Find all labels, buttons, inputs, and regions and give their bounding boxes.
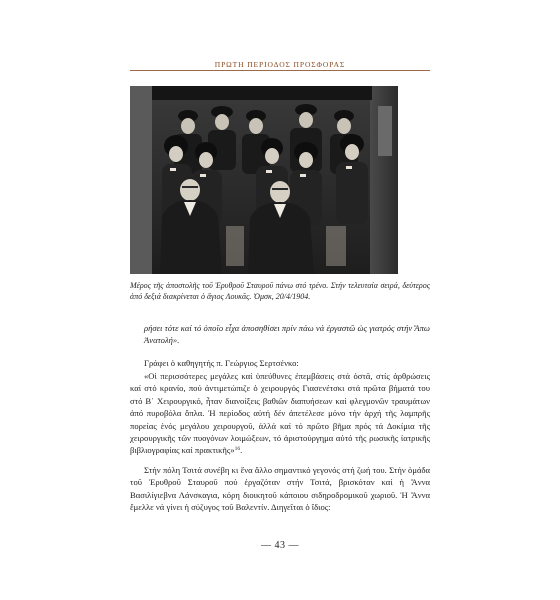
quote-intro bbox=[130, 357, 430, 369]
group-photograph bbox=[130, 86, 398, 274]
continued-quotation-text: ρήσει τότε καί τό ὁποῖο εἶχα ἀποσηθίσει πρίν πάω νά ἐργαστῶ ὡς γιατρός στήν Ἄπω Ἀνατολή». bbox=[144, 323, 430, 346]
page-number: — 43 — bbox=[261, 540, 299, 551]
photo-caption: Μέρος τῆς ἀποστολῆς τοῦ Ἐρυθροῦ Σταυροῦ πάνω στό τρένο. Στήν τελευταία σειρά, δεύτερος ἀπό δεξιά διακρίνεται ὁ ἅγιος Λουκᾶς. Ὀμσκ, 20/4/1904. bbox=[130, 281, 430, 301]
body-paragraph-text: Στήν πόλη Τσιτά συνέβη κι ἕνα ἄλλο σημαντικό γεγονός στή ζωή του. Στήν ὁμάδα τοῦ Ἐρυθροῦ Σταυροῦ πού ἐργαζόταν στήν Τσιτά, βρισκόταν καί ἡ Ἄννα Βασιλίγιεβνα Λάνσκαγια, κόρη διοικητοῦ κάποιου σιδηροδρομικοῦ χωριοῦ. Ἡ Ἄννα ἔμελλε νά γίνει ἡ σύζυγος τοῦ Βαλεντίν. Διηγεῖται ὁ ἴδιος: bbox=[130, 465, 430, 513]
continued-quotation bbox=[130, 322, 430, 347]
quote-end: . bbox=[240, 445, 243, 456]
quote-intro-text: Γράφει ὁ καθηγητής π. Γεώργιος Σερτσένκο: bbox=[144, 358, 299, 368]
footnote-marker[interactable]: 16 bbox=[234, 446, 241, 453]
header-rule bbox=[130, 70, 430, 71]
quote-text-wrapper bbox=[130, 370, 430, 457]
running-head: ΠΡΩΤΗ ΠΕΡΙΟΔΟΣ ΠΡΟΣΦΟΡΑΣ bbox=[214, 60, 346, 69]
group-photograph-icon bbox=[130, 86, 398, 274]
quote-text: «Οἱ περισσότερες μεγάλες καί ὑπεύθυνες ἐπεμβάσεις στά ὀστᾶ, στίς ἀρθρώσεις καί στό κρανίο, πού ἀντιμετώπιζε ὁ χειρουργός Γιασενέτσκι στά πρῶτα βήματά του στό Β΄ Χειρουργικό, ἦταν διανοίξεις βαθιῶν διαπυήσεων καί φλεγμονῶν τραυμάτων ἀπό πυροβόλα ὅπλα. Ἡ περίοδος αὐτή δέν ἀπετέλεσε μόνο τήν ἀρχή τῆς λαμπρῆς πορείας ἑνός μεγάλου χειρουργοῦ, ἀλλά καί τό πρῶτο βῆμα πρός τά Δοκίμια τῆς χειρουργικῆς τῶν πυογόνων λοιμώξεων, τό ἀριστούργημα αὐτό τῆς ρωσικῆς ἰατρικῆς βιβλιογραφίας καί πρακτικῆς» bbox=[130, 371, 430, 456]
quote-paragraph bbox=[130, 370, 430, 457]
body-paragraph bbox=[130, 464, 430, 514]
